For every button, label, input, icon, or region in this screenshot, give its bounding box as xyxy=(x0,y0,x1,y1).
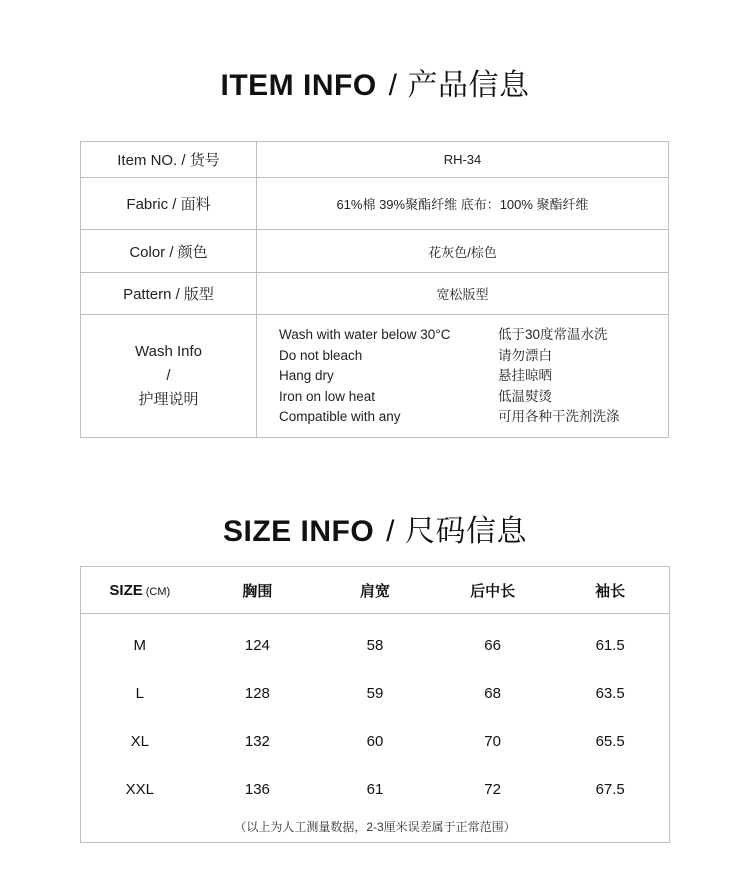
wash-info-label-cn: 护理说明 xyxy=(138,391,199,408)
table-row xyxy=(81,669,669,717)
shoulder-cell: 58 xyxy=(366,636,384,654)
size-cell: XL xyxy=(130,732,149,750)
sleeve-column-header: 袖长 xyxy=(595,582,626,600)
wash-instruction-cn: 可用各种干洗剂洗涤 xyxy=(498,409,620,425)
chest-cell: 128 xyxy=(244,684,270,702)
title-separator: / xyxy=(386,515,396,548)
table-row xyxy=(81,717,669,765)
item-info-title-cn: 产品信息 xyxy=(407,69,530,102)
wash-instruction-cn: 低于30度常温水洗 xyxy=(498,327,608,343)
item-info-title xyxy=(0,60,750,104)
item-number-row xyxy=(81,142,668,178)
shoulder-column-header: 肩宽 xyxy=(359,582,390,600)
pattern-row xyxy=(81,273,668,315)
wash-instruction-en: Iron on low heat xyxy=(279,388,376,404)
size-cell: M xyxy=(133,636,147,654)
wash-instruction-cn: 悬挂晾晒 xyxy=(498,368,552,384)
measurement-note: （以上为人工测量数据，2-3厘米误差属于正常范围） xyxy=(234,820,516,834)
chest-cell: 124 xyxy=(244,636,270,654)
wash-info-label xyxy=(81,315,257,437)
item-number-value: RH-34 xyxy=(443,152,482,167)
color-value: 花灰色/棕色 xyxy=(428,244,497,260)
pattern-value: 宽松版型 xyxy=(436,287,489,302)
size-cell: XXL xyxy=(125,780,154,798)
table-row xyxy=(81,621,669,669)
wash-instruction-en: Hang dry xyxy=(279,368,334,384)
wash-instruction-cn: 请勿漂白 xyxy=(498,347,552,363)
size-info-title-cn: 尺码信息 xyxy=(405,515,528,548)
fabric-label: Fabric / 面料 xyxy=(81,178,257,229)
sleeve-cell: 65.5 xyxy=(595,732,625,750)
wash-info-label-en: Wash Info xyxy=(135,343,202,360)
item-info-title-en: ITEM INFO xyxy=(220,69,377,102)
sleeve-cell: 61.5 xyxy=(595,636,625,654)
wash-instruction-en: Compatible with any xyxy=(279,409,401,425)
wash-instructions xyxy=(257,315,668,437)
color-label: Color / 颜色 xyxy=(81,230,257,272)
size-column-header xyxy=(81,582,199,599)
length-cell: 70 xyxy=(484,732,501,750)
shoulder-cell: 60 xyxy=(366,732,384,750)
shoulder-cell: 61 xyxy=(366,780,384,798)
shoulder-cell: 59 xyxy=(366,684,384,702)
fabric-row xyxy=(81,178,668,230)
size-info-title xyxy=(0,506,750,550)
size-table-header xyxy=(81,567,669,614)
pattern-label: Pattern / 版型 xyxy=(81,273,257,314)
size-header-label: SIZE xyxy=(109,581,143,599)
length-column-header: 后中长 xyxy=(470,582,516,600)
item-number-label: Item NO. / 货号 xyxy=(81,142,257,177)
item-info-table xyxy=(80,141,669,438)
fabric-value: 61%棉 39%聚酯纤维 底布：100% 聚酯纤维 xyxy=(336,197,589,212)
wash-instruction-en: Wash with water below 30°C xyxy=(279,327,451,343)
table-row xyxy=(81,765,669,813)
wash-info-label-sep: / xyxy=(166,367,171,384)
wash-instruction-en: Do not bleach xyxy=(279,347,363,363)
chest-cell: 136 xyxy=(244,780,270,798)
wash-info-row xyxy=(81,315,668,437)
sleeve-cell: 67.5 xyxy=(595,780,625,798)
chest-cell: 132 xyxy=(244,732,270,750)
title-separator: / xyxy=(388,69,398,102)
chest-column-header: 胸围 xyxy=(242,582,273,600)
length-cell: 66 xyxy=(484,636,501,654)
size-cell: L xyxy=(135,684,144,702)
wash-instruction-cn: 低温熨烫 xyxy=(498,388,552,404)
size-table xyxy=(80,566,670,843)
sleeve-cell: 63.5 xyxy=(595,684,625,702)
size-info-title-en: SIZE INFO xyxy=(222,515,375,548)
color-row xyxy=(81,230,668,273)
length-cell: 68 xyxy=(484,684,501,702)
size-unit: (CM) xyxy=(145,585,171,598)
length-cell: 72 xyxy=(484,780,501,798)
size-rows xyxy=(81,614,669,813)
